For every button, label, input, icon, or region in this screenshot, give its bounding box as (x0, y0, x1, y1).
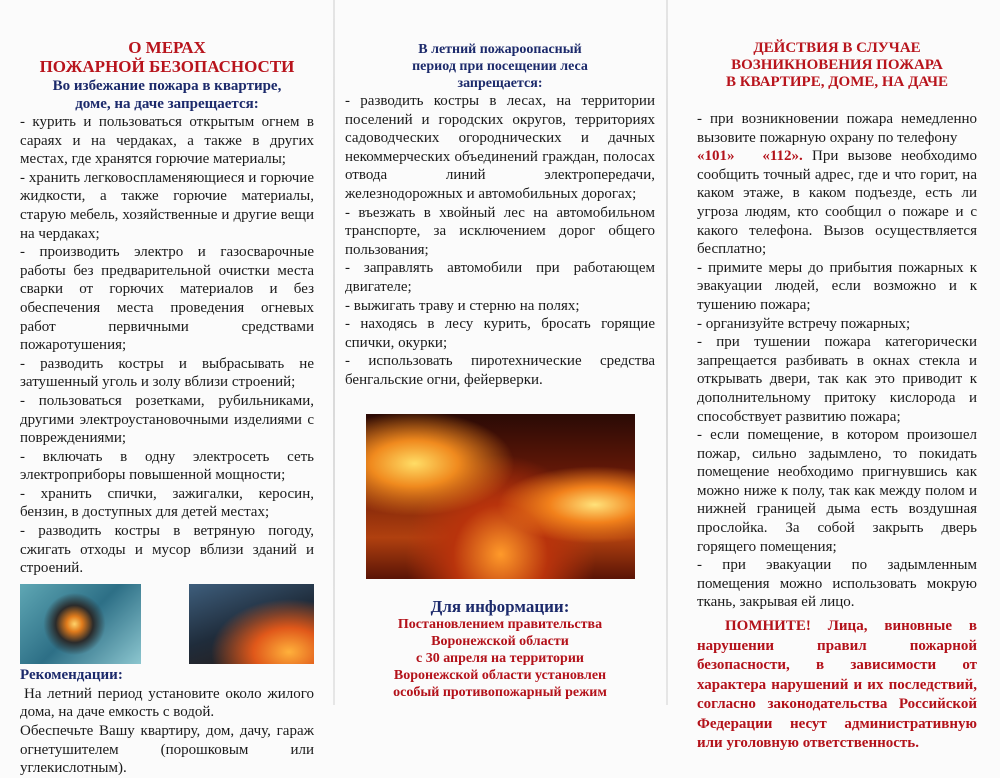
info-line: Постановлением правительства (397, 616, 603, 632)
phone-number-112: «112». (762, 148, 803, 165)
recommendations (20, 666, 314, 778)
left-prohibitions-list (20, 113, 314, 578)
recommendation-item: Обеспечьте Вашу квартиру, дом, дачу, гараж огнетушителем (порошковым или углекислотным). (20, 723, 314, 777)
list-item: - разводить костры и выбрасывать не затушенный уголь и золу вблизи строений; (20, 355, 314, 391)
list-item: - заправлять автомобили при работающем двигателе; (345, 260, 655, 295)
list-item: - производить электро и газосварочные работы без предварительной очистки места сварки от горючих материалов и без обеспечения места проведения огневых работ первичными средствами пожаротушения; (20, 244, 314, 354)
left-title (20, 38, 314, 76)
fold-line-left (333, 0, 335, 705)
list-item: - находясь в лесу курить, бросать горящие спички, окурки; (345, 316, 655, 351)
list-item: - организуйте встречу пожарных; (697, 315, 911, 332)
center-title (345, 41, 655, 92)
list-item: - включать в одну электросеть сеть электроприборы повышенной мощности; (20, 448, 314, 484)
list-item-call-fire-service (697, 110, 977, 259)
cigarette-fire-photo (189, 584, 314, 664)
info-line: Воронежской области (431, 633, 569, 649)
info-block (345, 597, 655, 701)
item-text: При вызове необходимо сообщить точный адрес, где и что горит, на каком этаже, в каком подъезде, есть ли угроза людям, кто сообщил о пожаре и с какого телефона. Вызов осуществляется бесплатно; (697, 148, 978, 258)
title-line: В КВАРТИРЕ, ДОМЕ, НА ДАЧЕ (726, 74, 948, 90)
phone-number-101: «101» (697, 148, 735, 165)
list-item: - курить и пользоваться открытым огнем в сараях и на чердаках, а также в других местах, где хранятся горючие материалы; (20, 114, 314, 168)
info-line: особый противопожарный режим (393, 684, 607, 700)
forest-fire-photo (366, 414, 635, 579)
list-item: - выжигать траву и стерню на полях; (345, 297, 580, 314)
right-panel (697, 0, 977, 754)
list-item: - при эвакуации по задымленным помещения можно использовать мокрую ткань, закрывая ей лицо. (697, 557, 977, 611)
subtitle-line: доме, на даче запрещается: (75, 96, 259, 112)
title-line: период при посещении леса (412, 59, 588, 74)
list-item: - хранить легковоспламеняющиеся и горючие жидкости, а также горючие материалы, старую мебель, хозяйственные и другие вещи на чердаках; (20, 169, 314, 242)
item-text: - при возникновении пожара немедленно вызовите пожарную охрану по телефону (697, 111, 977, 146)
info-title: Для информации: (430, 596, 570, 616)
list-item: - въезжать в хвойный лес на автомобильном транспорте, за исключением дорог общего пользования; (345, 204, 655, 258)
center-panel (345, 0, 655, 701)
recommendation-item: На летний период установите около жилого дома, на даче емкость с водой. (20, 685, 314, 721)
damaged-socket-photo (20, 584, 141, 664)
title-line: В летний пожароопасный (418, 42, 582, 57)
info-line: с 30 апреля на территории (416, 650, 584, 666)
list-item: - при тушении пожара категорически запрещается разбивать в окнах стекла и открывать двери, так как это приводит к дополнительному притоку кислорода и способствует развитию пожара; (697, 334, 977, 425)
legal-warning: ПОМНИТЕ! Лица, виновные в нарушении правил пожарной безопасности, в зависимости от характера нарушений и их последствий, согласно законодательства Российской Федерации несут административную или уголовную ответственность. (697, 618, 977, 752)
title-line: запрещается: (457, 76, 543, 91)
list-item: - разводить костры в лесах, на территории поселений и городских округов, территориях садоводческих огороднических и дачных некоммерческих объединений граждан, полосах отвода линий электропередачи, железнодорожных и автомобильных дорогах; (345, 93, 655, 202)
list-item: - хранить спички, зажигалки, керосин, бензин, в доступных для детей местах; (20, 485, 314, 521)
list-item: - примите меры до прибытия пожарных к эвакуации людей, если возможно и к тушению пожара; (697, 259, 977, 313)
list-item: - использовать пиротехнические средства бенгальские огни, фейерверки. (345, 353, 655, 388)
info-line: Воронежской области установлен (393, 667, 607, 683)
fire-actions-list (697, 110, 977, 612)
fold-line-right (666, 0, 668, 705)
title-line: ПОЖАРНОЙ БЕЗОПАСНОСТИ (39, 57, 295, 76)
title-line: ДЕЙСТВИЯ В СЛУЧАЕ (753, 40, 921, 56)
subtitle-line: Во избежание пожара в квартире, (52, 78, 282, 94)
left-subtitle (20, 77, 314, 113)
list-item: - пользоваться розетками, рубильниками, другими электроустановочными изделиями с повреждениями; (20, 392, 314, 447)
list-item: - разводить костры в ветряную погоду, сжигать отходы и мусор вблизи зданий и строений. (20, 523, 314, 577)
list-item: - если помещение, в котором произошел пожар, сильно задымлено, то покидать помещение необходимо пригнувшись как можно ниже к полу, так как между полом и нижней границей дыма есть воздушная прослойка. За собой закрыть дверь горящего помещения; (697, 427, 977, 555)
left-panel (20, 0, 314, 778)
title-line: ВОЗНИКНОВЕНИЯ ПОЖАРА (731, 57, 943, 73)
right-title (697, 40, 977, 91)
recommendations-title: Рекомендации: (20, 666, 123, 683)
left-photos (20, 584, 314, 664)
forest-prohibitions-list (345, 92, 655, 390)
title-line: О МЕРАХ (128, 38, 206, 57)
